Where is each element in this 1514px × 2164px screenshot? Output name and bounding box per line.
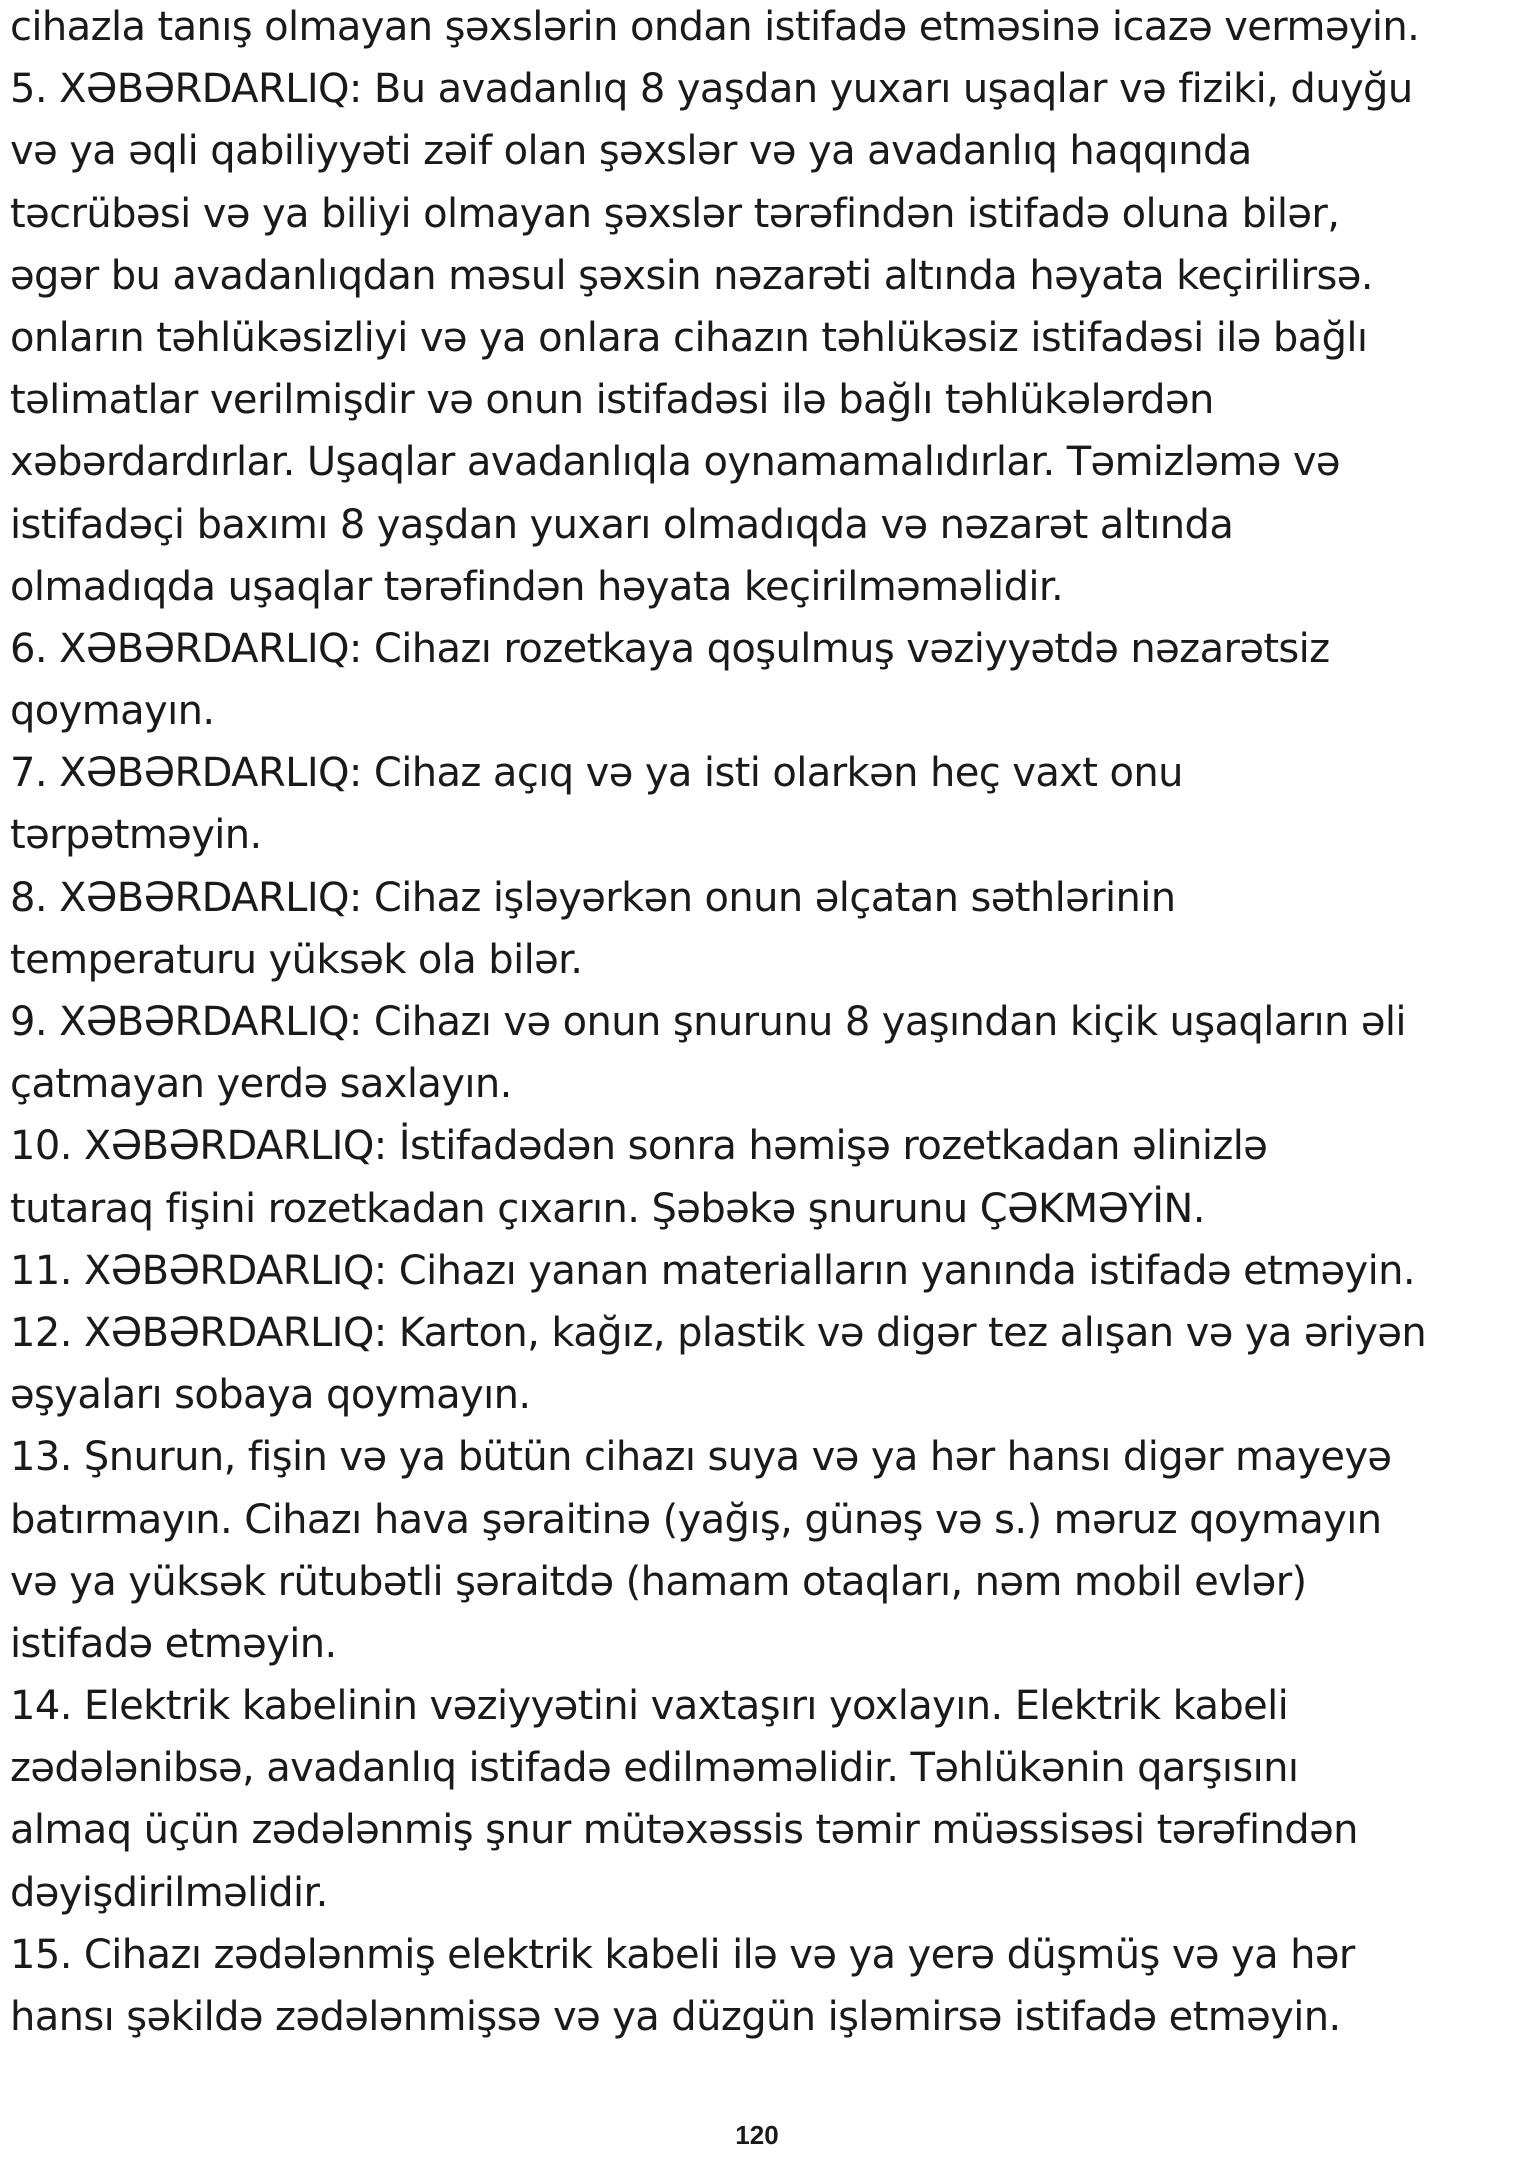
text-line: 10. XƏBƏRDARLIQ: İstifadədən sonra həmişə rozetkadan əlinizlə [10,1123,1268,1170]
text-line: almaq üçün zədələnmiş şnur mütəxəssis təmir müəssisəsi tərəfindən [10,1807,1358,1854]
text-line: təcrübəsi və ya biliyi olmayan şəxslər tərəfindən istifadə oluna bilər, [10,190,1340,237]
text-line: istifadəçi baxımı 8 yaşdan yuxarı olmadıqda və nəzarət altında [10,501,1234,548]
text-line: hansı şəkildə zədələnmişsə və ya düzgün işləmirsə istifadə etməyin. [10,1994,1341,2040]
body-text [10,0,1510,2048]
text-line: 8. XƏBƏRDARLIQ: Cihaz işləyərkən onun əlçatan səthlərinin [10,874,1176,921]
text-line: xəbərdardırlar. Uşaqlar avadanlıqla oynamamalıdırlar. Təmizləmə və [10,439,1340,486]
text-line: 11. XƏBƏRDARLIQ: Cihazı yanan materialların yanında istifadə etməyin. [10,1247,1415,1294]
text-line: 13. Şnurun, fişin və ya bütün cihazı suya və ya hər hansı digər mayeyə [10,1434,1392,1481]
text-line: 14. Elektrik kabelinin vəziyyətini vaxtaşırı yoxlayın. Elektrik kabeli [10,1683,1289,1730]
text-line: dəyişdirilməlidir. [10,1869,328,1916]
text-line: və ya yüksək rütubətli şəraitdə (hamam otaqları, nəm mobil evlər) [10,1558,1307,1605]
text-line: 7. XƏBƏRDARLIQ: Cihaz açıq və ya isti olarkən heç vaxt onu [10,750,1183,797]
text-line: batırmayın. Cihazı hava şəraitinə (yağış, günəş və s.) məruz qoymayın [10,1496,1382,1543]
text-line: əgər bu avadanlıqdan məsul şəxsin nəzarəti altında həyata keçirilirsə. [10,252,1373,299]
text-line: təlimatlar verilmişdir və onun istifadəsi ilə bağlı təhlükələrdən [10,377,1214,424]
text-line: 9. XƏBƏRDARLIQ: Cihazı və onun şnurunu 8 yaşından kiçik uşaqların əli [10,999,1406,1045]
text-line: istifadə etməyin. [10,1620,337,1667]
text-line: tutaraq fişini rozetkadan çıxarın. Şəbəkə şnurunu ÇƏKMƏYİN. [10,1185,1205,1232]
text-line: əşyaları sobaya qoymayın. [10,1372,531,1419]
text-line: 6. XƏBƏRDARLIQ: Cihazı rozetkaya qoşulmuş vəziyyətdə nəzarətsiz [10,625,1330,672]
page-number: 120 [735,2120,779,2150]
text-line: çatmayan yerdə saxlayın. [10,1061,512,1108]
text-line: tərpətməyin. [10,812,262,859]
text-line: 15. Cihazı zədələnmiş elektrik kabeli ilə və ya yerə düşmüş və ya hər [10,1931,1355,1978]
text-line: onların təhlükəsizliyi və ya onlara cihazın təhlükəsiz istifadəsi ilə bağlı [10,314,1368,361]
text-line: zədələnibsə, avadanlıq istifadə edilməməlidir. Təhlükənin qarşısını [10,1745,1299,1792]
text-line: 12. XƏBƏRDARLIQ: Karton, kağız, plastik və digər tez alışan və ya əriyən [10,1309,1427,1356]
text-line: 5. XƏBƏRDARLIQ: Bu avadanlıq 8 yaşdan yuxarı uşaqlar və fiziki, duyğu [10,66,1413,113]
text-line: olmadıqda uşaqlar tərəfindən həyata keçirilməməlidir. [10,563,1064,610]
text-line: qoymayın. [10,688,215,735]
text-line: və ya əqli qabiliyyəti zəif olan şəxslər və ya avadanlıq haqqında [10,128,1252,175]
text-line: cihazla tanış olmayan şəxslərin ondan istifadə etməsinə icazə verməyin. [10,4,1420,50]
text-line: temperaturu yüksək ola bilər. [10,936,583,983]
